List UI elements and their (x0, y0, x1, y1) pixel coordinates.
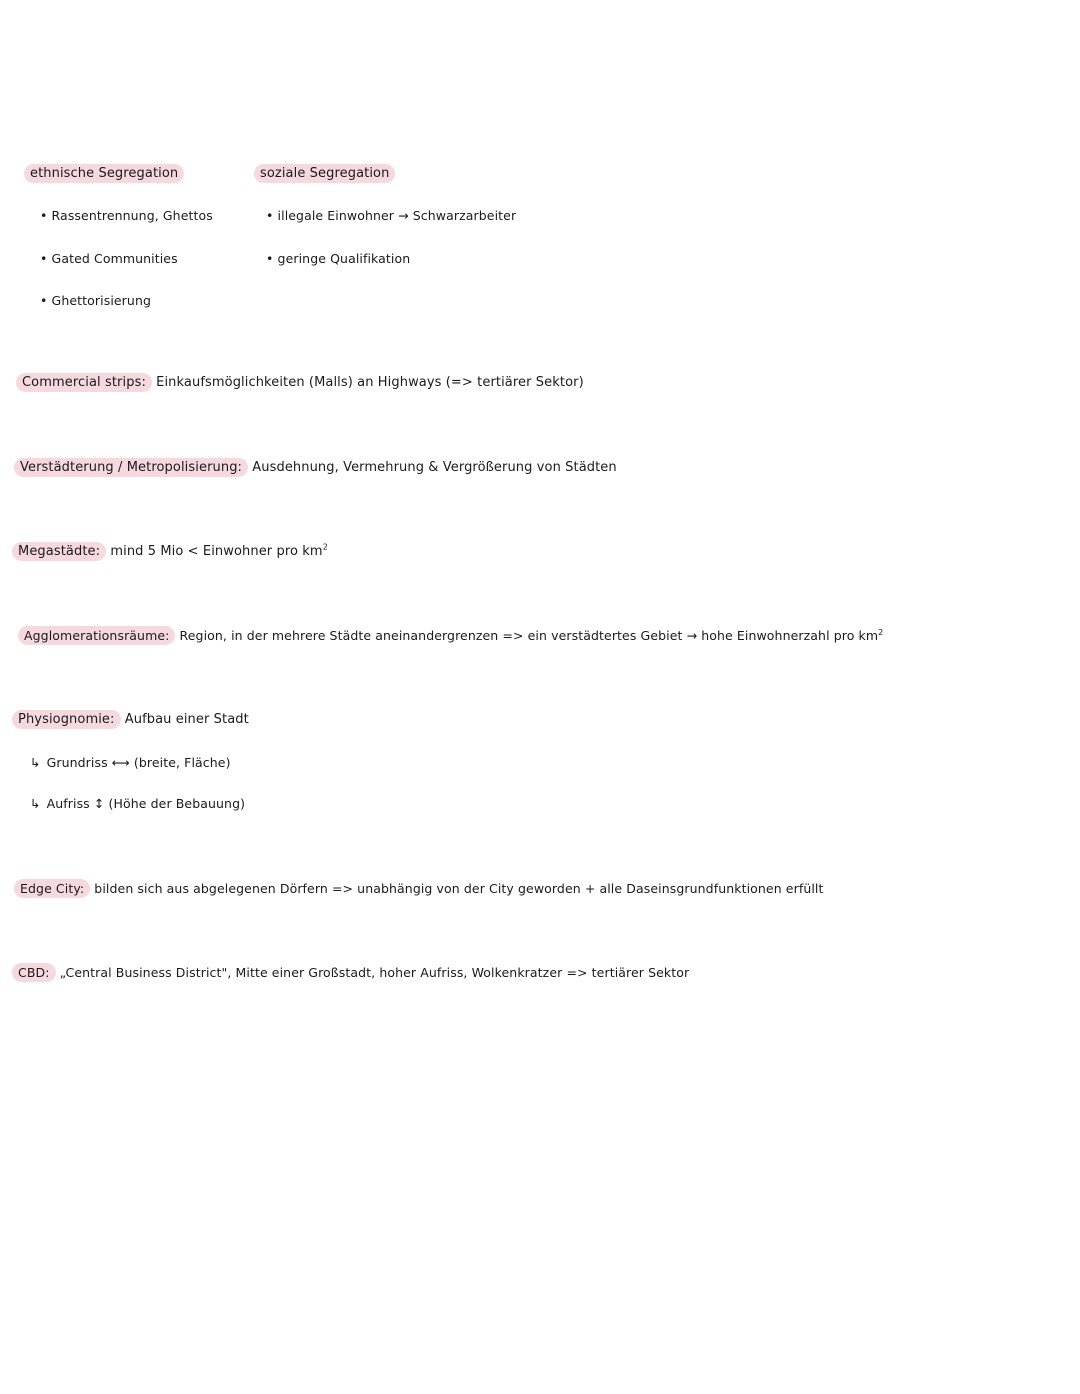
social-segregation-heading (254, 165, 395, 183)
definition-commercial-strips (16, 374, 584, 392)
definition-cbd (12, 964, 689, 982)
physiognomie-sub-grundriss (30, 754, 231, 772)
term-physiognomie: Physiognomie: (12, 710, 121, 729)
definition-text: Ausdehnung, Vermehrung & Vergrößerung von Städten (248, 460, 617, 475)
definition-text: „Central Business District", Mitte einer Großstadt, hoher Aufriss, Wolkenkratzer => tertiärer Sektor (55, 965, 690, 980)
definition-agglomerationsraeume (18, 627, 883, 645)
term-edge-city: Edge City: (14, 879, 90, 898)
sub-arrow-icon: ↳ (30, 796, 41, 811)
superscript: 2 (322, 542, 328, 552)
physiognomie-sub-aufriss (30, 795, 245, 813)
social-item-1: • illegale Einwohner → Schwarzarbeiter (266, 208, 517, 223)
definition-text: Region, in der mehrere Städte aneinandergrenzen => ein verstädtertes Gebiet → hohe Einwohnerzahl pro km (175, 628, 879, 643)
ethnic-segregation-title: ethnische Segregation (24, 164, 184, 183)
ethnic-item-1: • Rassentrennung, Ghettos (40, 208, 213, 223)
ethnic-item-2: • Gated Communities (40, 251, 178, 266)
definition-text: bilden sich aus abgelegenen Dörfern => unabhängig von der City geworden + alle Daseinsgrundfunktionen erfüllt (90, 881, 824, 896)
definition-text: Aufbau einer Stadt (120, 712, 249, 727)
social-segregation-title: soziale Segregation (254, 164, 395, 183)
ethnic-segregation-heading (24, 165, 184, 183)
definition-text: mind 5 Mio < Einwohner pro km (106, 544, 323, 559)
term-commercial-strips: Commercial strips: (16, 373, 152, 392)
definition-physiognomie (12, 711, 249, 729)
term-agglomerationsraeume: Agglomerationsräume: (18, 626, 175, 645)
sub-text: Grundriss ⟷ (breite, Fläche) (46, 755, 231, 770)
term-cbd: CBD: (12, 963, 56, 982)
ethnic-item-3: • Ghettorisierung (40, 293, 152, 308)
definition-edge-city (14, 880, 824, 898)
definition-text: Einkaufsmöglichkeiten (Malls) an Highways (=> tertiärer Sektor) (151, 375, 584, 390)
sub-text: Aufriss ↕ (Höhe der Bebauung) (46, 796, 246, 811)
definition-megastaedte (12, 543, 328, 561)
social-item-2: • geringe Qualifikation (266, 251, 411, 266)
sub-arrow-icon: ↳ (30, 755, 41, 770)
term-megastaedte: Megastädte: (12, 542, 106, 561)
term-verstaedterung: Verstädterung / Metropolisierung: (14, 458, 248, 477)
definition-verstaedterung (14, 459, 617, 477)
superscript: 2 (878, 627, 884, 637)
